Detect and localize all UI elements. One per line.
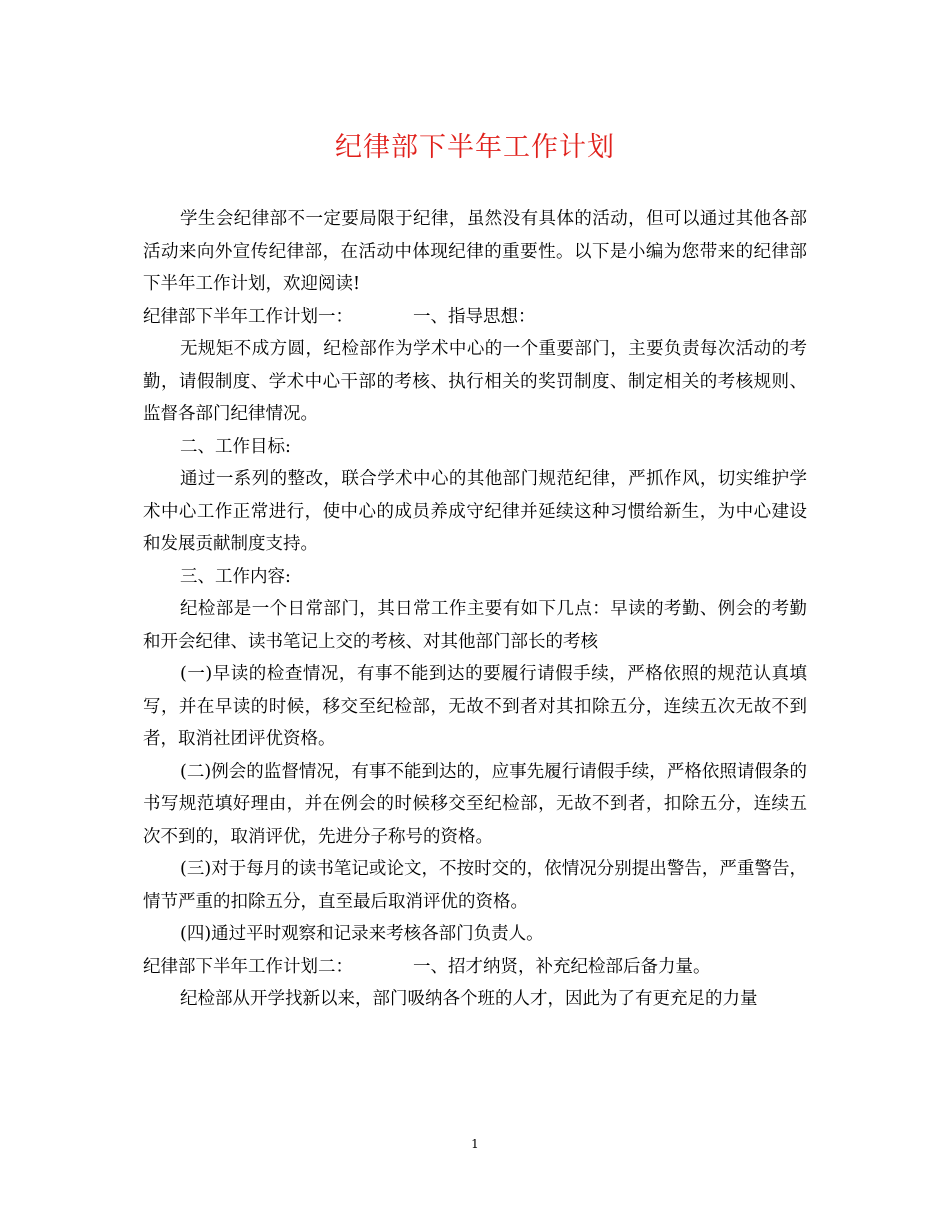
plan-one-label: 纪律部下半年工作计划一： <box>143 306 353 327</box>
item-three-paragraph: (三)对于每月的读书笔记或论文，不按时交的，依情况分别提出警告，严重警告，情节严重的扣除五分，直至最后取消评优的资格。 <box>143 859 807 912</box>
document-body <box>143 203 807 1016</box>
plan-one-section-heading: 一、指导思想： <box>413 306 536 327</box>
document-title: 纪律部下半年工作计划 <box>335 132 615 163</box>
section-heading-goals: 二、工作目标: <box>180 436 291 457</box>
section-heading-content: 三、工作内容: <box>180 566 291 587</box>
item-two-paragraph: (二)例会的监督情况，有事不能到达的，应事先履行请假手续，严格依照请假条的书写规范填好理由，并在例会的时候移交至纪检部，无故不到者，扣除五分，连续五次不到的，取消评优，先进分子称号的资格。 <box>143 761 807 847</box>
content-paragraph: 纪检部是一个日常部门，其日常工作主要有如下几点：早读的考勤、例会的考勤和开会纪律、读书笔记上交的考核、对其他部门部长的考核 <box>143 599 807 652</box>
plan-two-label: 纪律部下半年工作计划二： <box>143 956 353 977</box>
goals-paragraph: 通过一系列的整改，联合学术中心的其他部门规范纪律，严抓作风，切实维护学术中心工作正常进行，使中心的成员养成守纪律并延续这种习惯给新生，为中心建设和发展贡献制度支持。 <box>143 469 807 554</box>
plan-one-heading-line <box>143 301 807 334</box>
item-four-paragraph: (四)通过平时观察和记录来考核各部门负责人。 <box>180 924 544 944</box>
plan-two-section-heading: 一、招才纳贤，补充纪检部后备力量。 <box>413 956 711 977</box>
plan-two-heading-line <box>143 951 807 984</box>
intro-paragraph: 学生会纪律部不一定要局限于纪律，虽然没有具体的活动，但可以通过其他各部活动来向外宣传纪律部，在活动中体现纪律的重要性。以下是小编为您带来的纪律部下半年工作计划，欢迎阅读! <box>143 209 807 294</box>
guiding-principle-paragraph: 无规矩不成方圆，纪检部作为学术中心的一个重要部门，主要负责每次活动的考勤，请假制度、学术中心干部的考核、执行相关的奖罚制度、制定相关的考核规则、监督各部门纪律情况。 <box>143 339 807 424</box>
recruitment-paragraph: 纪检部从开学找新以来，部门吸纳各个班的人才，因此为了有更充足的力量 <box>180 989 758 1009</box>
page-number: 1 <box>471 1137 479 1151</box>
item-one-paragraph: (一)早读的检查情况，有事不能到达的要履行请假手续，严格依照的规范认真填写，并在早读的时候，移交至纪检部，无故不到者对其扣除五分，连续五次无故不到者，取消社团评优资格。 <box>143 664 807 749</box>
